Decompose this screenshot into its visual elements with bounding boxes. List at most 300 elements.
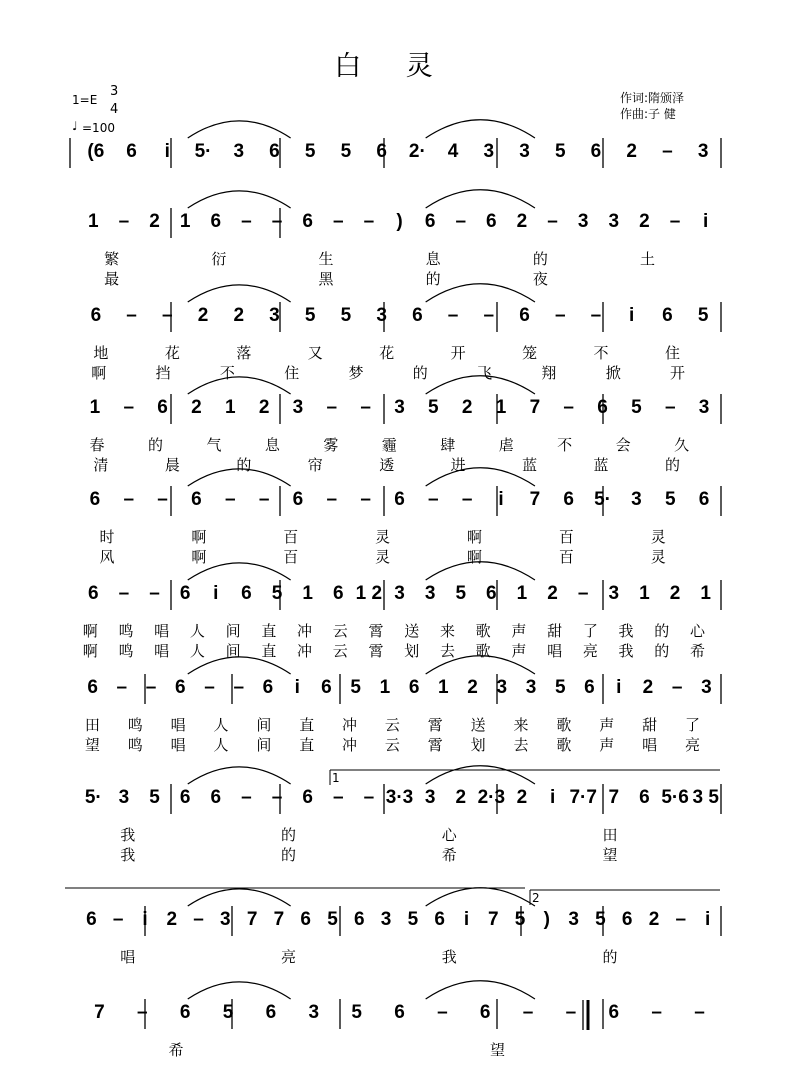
lyric-syllable: 晨 bbox=[164, 456, 180, 474]
note: i bbox=[294, 677, 300, 698]
note: – bbox=[332, 211, 344, 232]
note: – bbox=[522, 1002, 534, 1023]
note: 6 bbox=[354, 909, 365, 930]
lyric-syllable: 的 bbox=[280, 826, 296, 844]
note: – bbox=[149, 583, 160, 604]
lyric-syllable: 啊 bbox=[82, 642, 98, 660]
key-signature: 1=E bbox=[72, 93, 98, 107]
note: 6 bbox=[608, 1002, 620, 1023]
note: 2 bbox=[467, 677, 478, 698]
note: 5 bbox=[428, 397, 439, 418]
note: 7 bbox=[273, 909, 285, 930]
lyric-syllable: 划 bbox=[470, 736, 486, 754]
note: 2 bbox=[639, 211, 650, 232]
note: – bbox=[112, 909, 124, 930]
lyric-syllable: 啊 bbox=[191, 528, 207, 546]
note: – bbox=[204, 677, 215, 698]
slur bbox=[188, 121, 291, 138]
lyric-syllable: 灵 bbox=[650, 548, 666, 566]
note: 1 2 bbox=[355, 583, 383, 604]
lyric-syllable: 来 bbox=[513, 716, 529, 734]
note: 5 bbox=[554, 141, 566, 162]
note: 2 bbox=[642, 677, 654, 698]
note: i bbox=[142, 909, 148, 930]
note: 6 bbox=[269, 141, 280, 162]
slur bbox=[426, 120, 535, 138]
lyric-syllable: 田 bbox=[602, 826, 618, 844]
note: 2 bbox=[669, 583, 681, 604]
note: 5 bbox=[595, 909, 606, 930]
lyric-syllable: 啊 bbox=[466, 548, 482, 566]
note: 1 bbox=[700, 583, 711, 604]
lyric-syllable: 心 bbox=[441, 826, 457, 844]
lyric-syllable: 风 bbox=[99, 548, 115, 566]
note: – bbox=[671, 677, 683, 698]
note: – bbox=[547, 211, 558, 232]
lyric-syllable: 冲 bbox=[297, 642, 313, 660]
composer-credit: 作曲:子 健 bbox=[620, 107, 676, 121]
note: 5· bbox=[84, 787, 102, 808]
note: (6 bbox=[87, 141, 105, 162]
note: 5·6 bbox=[661, 787, 689, 808]
note: – bbox=[577, 583, 589, 604]
note: – bbox=[126, 305, 137, 326]
lyric-syllable: 间 bbox=[256, 736, 272, 754]
note: 3 bbox=[568, 909, 579, 930]
lyric-syllable: 开 bbox=[669, 364, 685, 382]
lyric-syllable: 帘 bbox=[307, 456, 323, 474]
note: 6 bbox=[300, 909, 312, 930]
lyric-syllable: 地 bbox=[93, 344, 109, 362]
lyricist-credit: 作词:隋颁泽 bbox=[620, 91, 685, 105]
note: 7 bbox=[608, 787, 620, 808]
note: 3 bbox=[233, 141, 245, 162]
lyric-syllable: 住 bbox=[664, 344, 680, 362]
lyric-syllable: 肆 bbox=[440, 436, 456, 454]
note: 6 bbox=[621, 909, 633, 930]
lyric-syllable: 笼 bbox=[522, 344, 538, 362]
note: – bbox=[123, 397, 135, 418]
note: – bbox=[193, 909, 204, 930]
lyric-syllable: 去 bbox=[513, 736, 529, 754]
note: 5 bbox=[407, 909, 419, 930]
lyric-syllable: 的 bbox=[147, 436, 163, 454]
note: – bbox=[455, 211, 467, 232]
note: 1 bbox=[438, 677, 449, 698]
note: 2 bbox=[233, 305, 245, 326]
lyric-syllable: 云 bbox=[384, 736, 400, 754]
note: 5 bbox=[350, 677, 361, 698]
note: – bbox=[162, 305, 173, 326]
lyric-syllable: 鸣 bbox=[118, 642, 134, 660]
slur bbox=[426, 981, 535, 999]
note: i bbox=[616, 677, 622, 698]
lyric-syllable: 蓝 bbox=[522, 456, 538, 474]
note: 3 bbox=[697, 141, 709, 162]
note: 3 bbox=[292, 397, 304, 418]
note: 5 bbox=[631, 397, 642, 418]
note: 5 bbox=[455, 583, 467, 604]
lyric-syllable: 我 bbox=[120, 846, 136, 864]
lyric-syllable: 间 bbox=[225, 642, 241, 660]
note: – bbox=[664, 397, 676, 418]
slur bbox=[188, 767, 291, 784]
note: – bbox=[483, 305, 495, 326]
lyric-syllable: 心 bbox=[689, 622, 705, 640]
note: 7 bbox=[246, 909, 258, 930]
note: – bbox=[157, 489, 168, 510]
note: 2 bbox=[626, 141, 637, 162]
note: 5 bbox=[514, 909, 526, 930]
note: 3 bbox=[376, 305, 387, 326]
note: – bbox=[447, 305, 459, 326]
lyric-syllable: 的 bbox=[654, 622, 670, 640]
note: 3 bbox=[394, 397, 405, 418]
lyric-syllable: 的 bbox=[654, 642, 670, 660]
note: 6 bbox=[584, 677, 595, 698]
note: 3 bbox=[424, 583, 436, 604]
note: 7 bbox=[529, 489, 541, 510]
lyric-syllable: 霄 bbox=[368, 622, 384, 640]
slur bbox=[188, 191, 291, 208]
note: 2 bbox=[258, 397, 270, 418]
note: – bbox=[565, 1002, 577, 1023]
note: 6 bbox=[241, 583, 252, 604]
volta-two-label: 2 bbox=[532, 891, 540, 905]
note: 2·3 bbox=[477, 787, 506, 808]
note: – bbox=[116, 677, 128, 698]
note: 7 bbox=[487, 909, 499, 930]
lyric-syllable: 梦 bbox=[348, 364, 364, 382]
note: – bbox=[118, 583, 130, 604]
note: 6 bbox=[563, 489, 574, 510]
lyric-syllable: 不 bbox=[557, 436, 573, 454]
note: 2 bbox=[197, 305, 209, 326]
note: 5· bbox=[194, 141, 212, 162]
lyric-syllable: 飞 bbox=[477, 364, 493, 382]
note: 2 bbox=[547, 583, 558, 604]
note: – bbox=[123, 489, 135, 510]
note: 1 bbox=[88, 211, 99, 232]
note: 6 bbox=[265, 1002, 277, 1023]
lyric-syllable: 了 bbox=[684, 716, 700, 734]
note: 5 bbox=[327, 909, 338, 930]
note: 1 bbox=[516, 583, 528, 604]
lyric-syllable: 声 bbox=[599, 736, 615, 754]
slur bbox=[426, 766, 535, 784]
note: 2 bbox=[516, 211, 528, 232]
lyric-syllable: 住 bbox=[284, 364, 300, 382]
lyric-syllable: 鸣 bbox=[127, 736, 143, 754]
note: 3 bbox=[496, 677, 508, 698]
lyric-syllable: 灵 bbox=[375, 528, 391, 546]
note: 6 bbox=[174, 677, 186, 698]
note: 6 bbox=[434, 909, 445, 930]
lyric-syllable: 霄 bbox=[368, 642, 384, 660]
note: 5 bbox=[222, 1002, 234, 1023]
lyric-syllable: 啊 bbox=[466, 528, 482, 546]
lyric-syllable: 久 bbox=[674, 436, 690, 454]
lyric-syllable: 间 bbox=[256, 716, 272, 734]
note: – bbox=[461, 489, 473, 510]
lyric-syllable: 亮 bbox=[582, 642, 598, 660]
note: 6 bbox=[87, 677, 98, 698]
lyric-syllable: 人 bbox=[189, 622, 205, 640]
lyric-syllable: 进 bbox=[450, 456, 466, 474]
lyric-syllable: 衍 bbox=[211, 250, 227, 268]
note: 6 bbox=[424, 211, 436, 232]
note: 3 bbox=[631, 489, 642, 510]
lyric-syllable: 啊 bbox=[191, 548, 207, 566]
lyric-syllable: 掀 bbox=[605, 364, 621, 382]
note: 6 bbox=[191, 489, 202, 510]
lyric-syllable: 唱 bbox=[170, 736, 186, 754]
note: 3 5 bbox=[692, 787, 719, 808]
note: 5 bbox=[149, 787, 160, 808]
lyric-syllable: 我 bbox=[441, 948, 457, 966]
lyric-syllable: 又 bbox=[307, 344, 323, 362]
note: 6 bbox=[639, 787, 650, 808]
note: 3 bbox=[608, 211, 620, 232]
note: 3 bbox=[394, 583, 405, 604]
lyric-syllable: 落 bbox=[236, 344, 252, 362]
note: 6 bbox=[302, 211, 313, 232]
lyric-syllable: 来 bbox=[439, 622, 455, 640]
lyric-syllable: 冲 bbox=[342, 716, 358, 734]
note: 5 bbox=[554, 677, 566, 698]
note: ) bbox=[543, 909, 551, 930]
note: i bbox=[549, 787, 556, 808]
lyric-syllable: 鸣 bbox=[127, 716, 143, 734]
note: – bbox=[675, 909, 687, 930]
note: 6 bbox=[210, 787, 222, 808]
lyric-syllable: 虐 bbox=[498, 436, 514, 454]
note: 6 bbox=[90, 305, 102, 326]
note: – bbox=[332, 787, 344, 808]
note: 6 bbox=[89, 489, 101, 510]
note: 5 bbox=[697, 305, 709, 326]
lyric-syllable: 的 bbox=[664, 456, 680, 474]
note: – bbox=[326, 489, 338, 510]
lyric-syllable: 息 bbox=[264, 436, 280, 454]
lyric-syllable: 望 bbox=[489, 1041, 505, 1059]
note: – bbox=[241, 787, 252, 808]
note: 3 bbox=[308, 1002, 320, 1023]
lyric-syllable: 甜 bbox=[642, 716, 658, 734]
slur bbox=[188, 889, 291, 906]
lyric-syllable: 百 bbox=[558, 528, 574, 546]
lyric-syllable: 百 bbox=[558, 548, 574, 566]
note: 6 bbox=[302, 787, 313, 808]
slur bbox=[188, 982, 291, 999]
lyric-syllable: 时 bbox=[99, 528, 115, 546]
lyric-syllable: 雾 bbox=[323, 436, 339, 454]
note: 2 bbox=[191, 397, 202, 418]
lyric-syllable: 开 bbox=[450, 344, 466, 362]
note: – bbox=[233, 677, 245, 698]
note: 3 bbox=[269, 305, 280, 326]
lyric-syllable: 气 bbox=[206, 436, 222, 454]
note: 6 bbox=[179, 787, 191, 808]
lyric-syllable: 翔 bbox=[541, 364, 557, 382]
lyric-syllable: 歌 bbox=[475, 642, 491, 660]
lyric-syllable: 人 bbox=[213, 716, 229, 734]
note: 5 bbox=[304, 141, 316, 162]
note: 3 bbox=[380, 909, 392, 930]
lyric-syllable: 希 bbox=[689, 642, 705, 660]
note: 1 bbox=[89, 397, 101, 418]
note: 3 bbox=[608, 583, 620, 604]
lyric-syllable: 直 bbox=[299, 736, 315, 754]
note: 6 bbox=[88, 583, 99, 604]
lyric-syllable: 挡 bbox=[155, 364, 171, 382]
lyric-syllable: 灵 bbox=[375, 548, 391, 566]
note: i bbox=[703, 211, 709, 232]
note: 6 bbox=[662, 305, 673, 326]
note: 3 bbox=[525, 677, 537, 698]
note: – bbox=[224, 489, 236, 510]
quarter-note-icon: ♩ bbox=[72, 119, 78, 133]
note: – bbox=[563, 397, 574, 418]
note: 6 bbox=[479, 1002, 491, 1023]
lyric-syllable: 霾 bbox=[381, 436, 397, 454]
note: 6 bbox=[590, 141, 602, 162]
lyric-syllable: 人 bbox=[213, 736, 229, 754]
note: – bbox=[241, 211, 252, 232]
note: 6 bbox=[157, 397, 168, 418]
lyric-syllable: 黑 bbox=[318, 270, 334, 288]
note: 6 bbox=[126, 141, 137, 162]
note: 7 bbox=[94, 1002, 105, 1023]
note: 2· bbox=[408, 141, 426, 162]
lyric-syllable: 灵 bbox=[650, 528, 666, 546]
lyric-syllable: 间 bbox=[225, 622, 241, 640]
note: 3 bbox=[698, 397, 710, 418]
time-denominator: 4 bbox=[110, 102, 119, 117]
note: 1 bbox=[302, 583, 313, 604]
note: 6 bbox=[86, 909, 97, 930]
note: – bbox=[145, 677, 157, 698]
lyric-syllable: 繁 bbox=[104, 250, 120, 268]
note: ) bbox=[396, 211, 403, 232]
lyric-syllable: 直 bbox=[261, 642, 277, 660]
note: – bbox=[363, 787, 375, 808]
note: 3 bbox=[483, 141, 495, 162]
lyric-syllable: 亮 bbox=[684, 736, 700, 754]
note: 1 bbox=[639, 583, 650, 604]
note: i bbox=[704, 909, 711, 930]
lyric-syllable: 霄 bbox=[427, 736, 443, 754]
lyric-syllable: 去 bbox=[439, 642, 455, 660]
lyric-syllable: 望 bbox=[84, 736, 100, 754]
time-numerator: 3 bbox=[110, 84, 119, 99]
lyric-syllable: 花 bbox=[164, 344, 180, 362]
note: i bbox=[213, 583, 219, 604]
slur bbox=[426, 888, 535, 906]
note: – bbox=[590, 305, 602, 326]
lyric-syllable: 声 bbox=[599, 716, 615, 734]
note: 5 bbox=[351, 1002, 362, 1023]
lyric-syllable: 不 bbox=[219, 364, 235, 382]
lyric-syllable: 的 bbox=[602, 948, 618, 966]
slur bbox=[426, 284, 535, 302]
lyric-syllable: 夜 bbox=[532, 270, 548, 288]
lyric-syllable: 百 bbox=[283, 528, 299, 546]
note: 6 bbox=[262, 677, 274, 698]
note: 6 bbox=[486, 583, 497, 604]
slur bbox=[188, 377, 291, 394]
note: – bbox=[662, 141, 673, 162]
tempo-mark: =100 bbox=[82, 121, 115, 135]
note: 6 bbox=[408, 677, 420, 698]
lyric-syllable: 直 bbox=[299, 716, 315, 734]
lyric-syllable: 直 bbox=[261, 622, 277, 640]
lyric-syllable: 的 bbox=[425, 270, 441, 288]
lyric-syllable: 唱 bbox=[154, 622, 170, 640]
note: 3 bbox=[424, 787, 436, 808]
lyric-syllable: 我 bbox=[618, 622, 634, 640]
lyric-syllable: 送 bbox=[470, 716, 486, 734]
note: 5 bbox=[340, 305, 352, 326]
song-title: 白 灵 bbox=[334, 51, 451, 82]
lyric-syllable: 的 bbox=[412, 364, 428, 382]
lyric-syllable: 清 bbox=[93, 456, 109, 474]
lyric-syllable: 土 bbox=[639, 250, 655, 268]
note: 2 bbox=[648, 909, 660, 930]
lyric-syllable: 人 bbox=[189, 642, 205, 660]
lyric-syllable: 唱 bbox=[547, 642, 563, 660]
slur bbox=[426, 468, 535, 486]
note: 2 bbox=[149, 211, 160, 232]
lyric-syllable: 啊 bbox=[82, 622, 98, 640]
note: 3 bbox=[118, 787, 130, 808]
lyric-syllable: 划 bbox=[404, 642, 420, 660]
note: – bbox=[137, 1002, 148, 1023]
lyric-syllable: 生 bbox=[318, 250, 334, 268]
note: 6 bbox=[394, 489, 405, 510]
note: – bbox=[669, 211, 681, 232]
note: – bbox=[326, 397, 338, 418]
lyric-syllable: 希 bbox=[168, 1041, 184, 1059]
lyric-syllable: 望 bbox=[602, 846, 618, 864]
note: 2 bbox=[455, 787, 467, 808]
lyric-syllable: 声 bbox=[511, 622, 527, 640]
lyric-syllable: 送 bbox=[404, 622, 420, 640]
lyric-syllable: 息 bbox=[425, 250, 441, 268]
lyric-syllable: 啊 bbox=[91, 364, 107, 382]
note: – bbox=[694, 1002, 705, 1023]
lyric-syllable: 亮 bbox=[280, 948, 296, 966]
note: 4 bbox=[447, 141, 459, 162]
note: 1 bbox=[224, 397, 236, 418]
lyric-syllable: 春 bbox=[89, 436, 105, 454]
note: 6 bbox=[321, 677, 332, 698]
slur bbox=[426, 190, 535, 208]
note: 2 bbox=[461, 397, 473, 418]
note: – bbox=[258, 489, 270, 510]
lyric-syllable: 云 bbox=[332, 622, 348, 640]
lyric-syllable: 最 bbox=[104, 270, 120, 288]
note: 6 bbox=[210, 211, 222, 232]
note: 5· bbox=[594, 489, 611, 510]
note: 6 bbox=[376, 141, 387, 162]
lyric-syllable: 冲 bbox=[342, 736, 358, 754]
note: i bbox=[629, 305, 635, 326]
lyric-syllable: 云 bbox=[384, 716, 400, 734]
lyric-syllable: 甜 bbox=[547, 622, 563, 640]
note: 3·3 bbox=[385, 787, 414, 808]
lyric-syllable: 了 bbox=[582, 622, 598, 640]
